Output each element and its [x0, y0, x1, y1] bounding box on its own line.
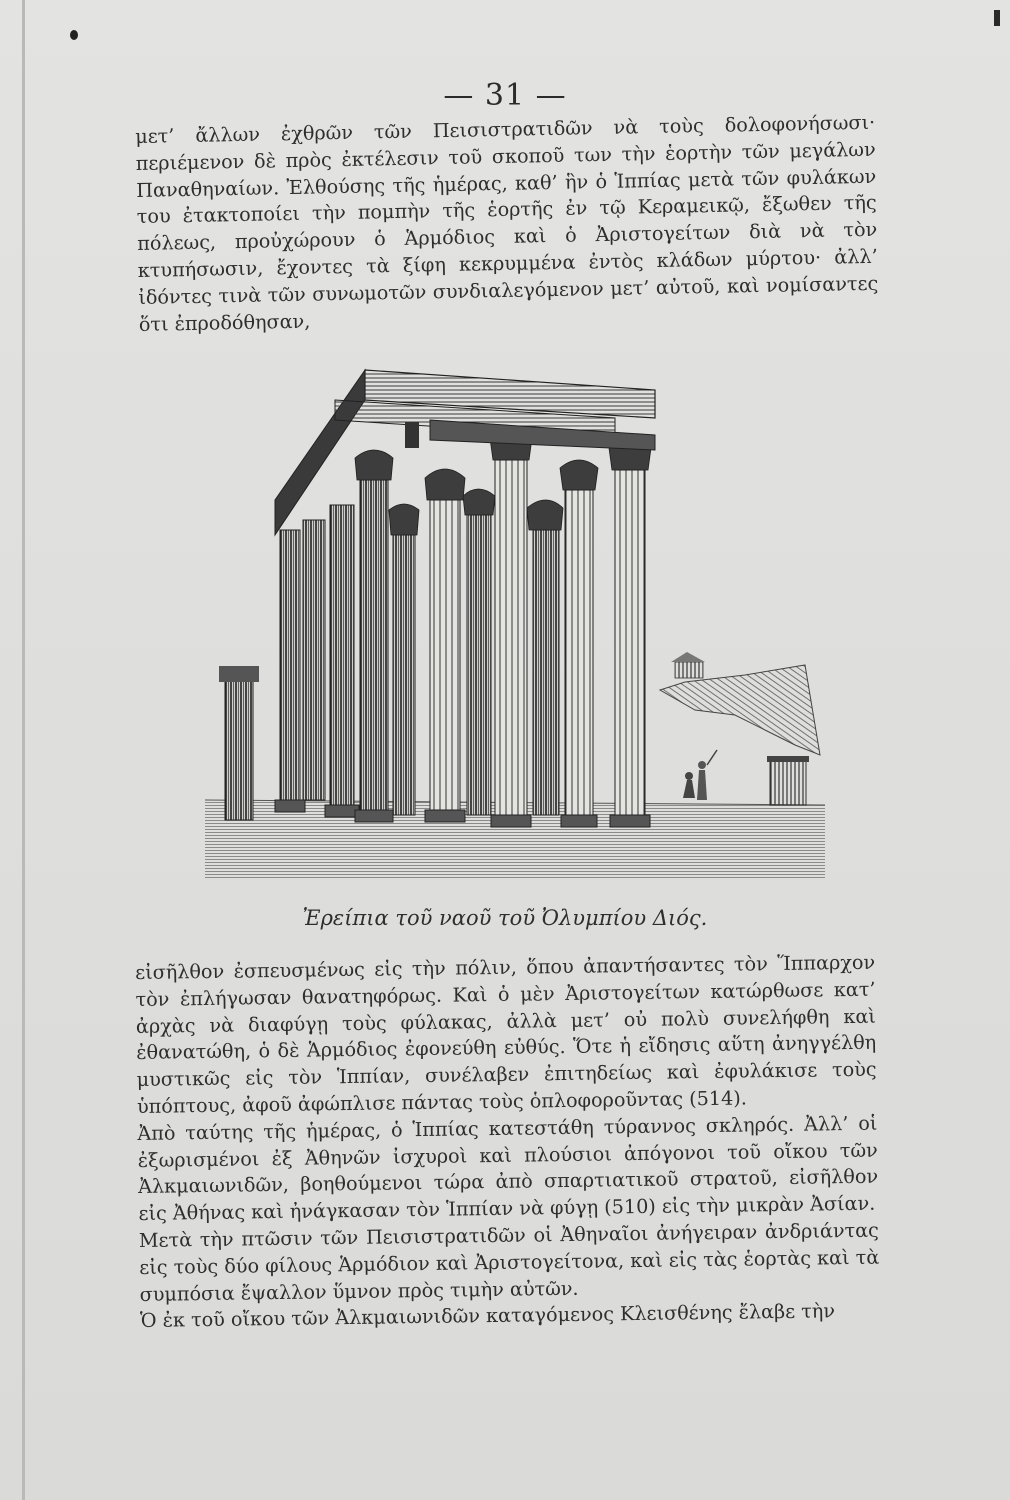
- paragraph-bottom-4: Ὁ ἐκ τοῦ οἴκου τῶν Ἀλκμαιωνιδῶν καταγόμενος Κλεισθένης ἔλαβε τὴν: [139, 1299, 836, 1333]
- page-number: — 31 —: [443, 78, 567, 113]
- figure-caption: Ἐρείπια τοῦ ναοῦ τοῦ Ὀλυμπίου Διός.: [302, 906, 708, 930]
- paragraph-bottom-2: Ἀπὸ ταύτης τῆς ἡμέρας, ὁ Ἱππίας κατεστάθη τύραννος σκληρός. Ἀλλ’ οἱ ἐξωρισμένοι ἐξ Ἀθηνῶν ἰσχυροὶ καὶ πλούσιοι ἀπόγονοι τοῦ οἴκου τῶν Ἀλκμαιωνιδῶν, βοηθούμενοι τώρα ἀπὸ σπαρτιατικοῦ στρατοῦ, εἰσῆλθον εἰς Ἀθήνας καὶ ἠνάγκασαν τὸν Ἱππίαν νὰ φύγῃ (510) εἰς τὴν μικρὰν Ἀσίαν.: [137, 1111, 879, 1226]
- temple-illustration: [205, 360, 825, 885]
- paragraph-bottom-3: Μετὰ τὴν πτῶσιν τῶν Πεισιστρατιδῶν οἱ Ἀθηναῖοι ἀνήγειραν ἀνδριάντας εἰς τοὺς δύο φίλους Ἁρμόδιον καὶ Ἀριστογείτονα, καὶ εἰς τὰς ἑορτὰς καὶ τὰ συμπόσια ἔψαλλον ὕμνον πρὸς τιμὴν αὐτῶν.: [138, 1218, 880, 1306]
- page-gutter-edge: [22, 0, 25, 1500]
- paragraph-top: μετ’ ἄλλων ἐχθρῶν τῶν Πεισιστρατιδῶν νὰ τοὺς δολοφονήσωσι· περιέμενον δὲ πρὸς ἐκτέλεσιν τοῦ σκοποῦ των τὴν ἑορτὴν τῶν μεγάλων Παναθηναίων. Ἐλθούσης τῆς ἡμέρας, καθ’ ἣν ὁ Ἱππίας μετὰ τῶν φυλάκων του ἐτακτοποίει τὴν πομπὴν τῆς ἑορτῆς ἐν τῷ Κεραμεικῷ, ἔξωθεν τῆς πόλεως, προὐχώρουν ὁ Ἁρμόδιος καὶ ὁ Ἀριστογείτων διὰ νὰ τὸν κτυπήσωσιν, ἔχοντες τὰ ξίφη κεκρυμμένα ἐντὸς κλάδων μύρτου· ἀλλ’ ἰδόντες τινὰ τῶν συνωμοτῶν συνδιαλεγόμενον μετ’ αὐτοῦ, καὶ νομίσαντες ὅτι ἐπροδόθησαν,: [135, 110, 879, 336]
- paragraph-bottom-1: εἰσῆλθον ἐσπευσμένως εἰς τὴν πόλιν, ὅπου ἀπαντήσαντες τὸν Ἵππαρχον τὸν ἐπλήγωσαν θανατηφόρως. Καὶ ὁ μὲν Ἀριστογείτων κατώρθωσε κατ’ ἀρχὰς νὰ διαφύγῃ τοὺς φύλακας, ἀλλὰ μετ’ οὐ πολὺ συνελήφθη καὶ ἐθανατώθη, ὁ δὲ Ἁρμόδιος ἐφονεύθη εὐθύς. Ὅτε ἡ εἴδησις αὕτη ἀνηγγέλθη μυστικῶς εἰς τὸν Ἱππίαν, συνέλαβεν ἐπιτηδείως καὶ ἐφυλάκισε τοὺς ὑπόπτους, ἀφοῦ ἀφώπλισε πάντας τοὺς ὁπλοφοροῦντας (514).: [135, 950, 877, 1118]
- ink-dot: [70, 30, 78, 40]
- paragraph-bottom: [135, 950, 880, 1335]
- page-corner-mark: [994, 10, 1000, 26]
